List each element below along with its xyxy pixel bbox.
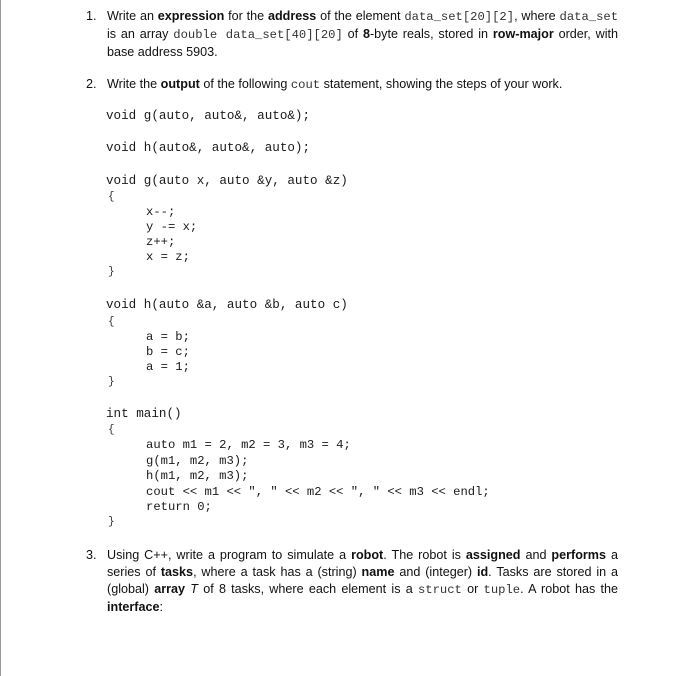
code-line: cout << m1 << ", " << m2 << ", " << m3 << endl; <box>146 485 490 499</box>
code-close-brace: } <box>108 376 115 388</box>
code-line: g(m1, m2, m3); <box>146 454 249 468</box>
code-close-brace: } <box>108 516 115 528</box>
question-text: Write an expression for the address of the element data_set[20][2], where data_set is an array double data_set[40][20] of 8-byte reals, stored in row-major order, with base address 5903. <box>107 9 619 59</box>
page-left-border <box>0 0 1 676</box>
question-1 <box>86 8 618 61</box>
question-3 <box>86 547 618 616</box>
question-number: 2. <box>86 77 97 91</box>
code-line: h(m1, m2, m3); <box>146 469 249 483</box>
code-line: z++; <box>146 235 176 249</box>
code-decl-h: void h(auto&, auto&, auto); <box>106 141 311 155</box>
code-def-g: void g(auto x, auto &y, auto &z) <box>106 174 348 188</box>
code-open-brace: { <box>108 424 115 436</box>
question-2 <box>86 76 618 94</box>
code-open-brace: { <box>108 316 115 328</box>
question-text: Using C++, write a program to simulate a robot. The robot is assigned and performs a series of tasks, where a task has a (string) name and (integer) id. Tasks are stored in a (global) array T of 8 tasks, where each element is a struct or tuple. A robot has the interface: <box>107 548 619 614</box>
question-number: 1. <box>86 9 97 23</box>
code-line: b = c; <box>146 345 190 359</box>
code-line: a = 1; <box>146 360 190 374</box>
code-main: int main() <box>106 407 182 421</box>
code-def-h: void h(auto &a, auto &b, auto c) <box>106 298 348 312</box>
code-decl-g: void g(auto, auto&, auto&); <box>106 109 311 123</box>
question-text: Write the output of the following cout statement, showing the steps of your work. <box>107 77 563 92</box>
code-line: x = z; <box>146 250 190 264</box>
code-line: y -= x; <box>146 220 198 234</box>
code-close-brace: } <box>108 266 115 278</box>
code-line: x--; <box>146 205 176 219</box>
question-number: 3. <box>86 548 97 562</box>
code-line: return 0; <box>146 500 212 514</box>
code-open-brace: { <box>108 191 115 203</box>
code-line: auto m1 = 2, m2 = 3, m3 = 4; <box>146 438 351 452</box>
code-line: a = b; <box>146 330 190 344</box>
